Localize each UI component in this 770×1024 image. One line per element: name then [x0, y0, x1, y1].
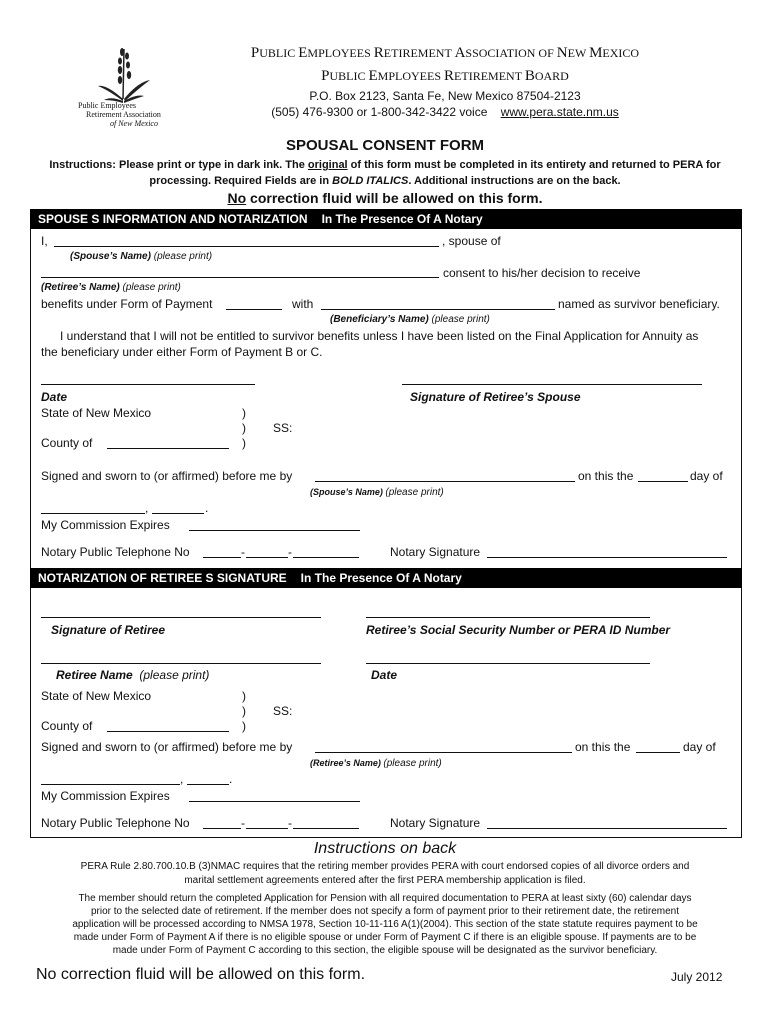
footer-no-correction: No correction fluid will be allowed on this form. [36, 966, 366, 983]
dash: - [241, 545, 245, 559]
spouse-of-text: , spouse of [442, 234, 501, 248]
day-field[interactable] [638, 481, 688, 482]
form-title: SPOUSAL CONSENT FORM [285, 137, 485, 154]
notary-phone-prefix-field-2[interactable] [246, 828, 288, 829]
rule-line-2: marital settlement agreements entered after the first PERA membership application is filed. [184, 875, 586, 886]
section-retiree-title: NOTARIZATION OF RETIREE S SIGNATURE [38, 571, 287, 585]
month-field-2[interactable] [41, 784, 180, 785]
retiree-signature-label: Signature of Retiree [51, 623, 166, 637]
logo-line-2: Retirement Association [86, 110, 161, 119]
comma: , [145, 501, 149, 515]
notary-phone-prefix-field[interactable] [246, 557, 288, 558]
section-spouse-bar [30, 209, 742, 229]
county-label: County of [41, 436, 93, 450]
county-label-2: County of [41, 719, 93, 733]
section-spouse-subtitle: In The Presence Of A Notary [321, 212, 483, 226]
association-name: PUBLIC EMPLOYEES RETIREMENT ASSOCIATION OF NEW MEXICO [250, 45, 640, 61]
para-line-3: application will be processed according to NMSA 1978, Section 10-11-116 A(1)(2004). This section of the state statute requires payment to be [72, 919, 698, 930]
sworn-name-caption: (Spouse’s Name) (please print) [310, 487, 444, 498]
phone: (505) 476-9300 or 1-800-342-3422 voice [271, 105, 488, 119]
board-name: PUBLIC EMPLOYEES RETIREMENT BOARD [321, 68, 569, 84]
on-this-text: on this the [578, 469, 634, 483]
form-of-payment-field[interactable] [226, 309, 282, 310]
address: P.O. Box 2123, Santa Fe, New Mexico 87504-2123 [309, 89, 581, 103]
section-retiree-subtitle: In The Presence Of A Notary [300, 571, 462, 585]
i-label: I, [41, 234, 48, 248]
notary-phone-label-2: Notary Public Telephone No [41, 816, 190, 830]
para-line-4: made under Form of Payment A if there is no eligible spouse or under Form of Payment C if there is an eligible spouse. If payments are to be [73, 932, 697, 943]
contact-line [200, 105, 690, 119]
section-retiree-border-right [741, 588, 742, 838]
with-text: with [292, 297, 314, 311]
commission-label: My Commission Expires [41, 518, 170, 532]
form-date: July 2012 [671, 970, 723, 984]
retiree-name-print-field[interactable] [41, 663, 321, 664]
day-of-text-2: day of [683, 740, 716, 754]
day-field-2[interactable] [636, 752, 680, 753]
section-spouse-border-left [30, 229, 31, 568]
beneficiary-name-field[interactable] [321, 309, 555, 310]
notary-phone-line-field[interactable] [293, 557, 359, 558]
retiree-ssn-label: Retiree’s Social Security Number or PERA ID Number [366, 623, 671, 637]
retiree-name-caption: (Retiree’s Name) (please print) [41, 282, 181, 293]
day-of-text: day of [690, 469, 723, 483]
sworn-text-2: Signed and sworn to (or affirmed) before me by [41, 740, 293, 754]
dash: - [241, 816, 245, 830]
sworn-name-field[interactable] [315, 481, 575, 482]
spouse-name-caption: (Spouse’s Name) (please print) [70, 251, 213, 262]
paren: ) [242, 436, 246, 450]
dash: - [288, 545, 292, 559]
notary-signature-field-2[interactable] [487, 828, 727, 829]
paren: ) [242, 719, 246, 733]
paren: ) [242, 421, 246, 435]
spouse-date-field[interactable] [41, 384, 255, 385]
commission-field[interactable] [189, 530, 360, 531]
understand-line-2: the beneficiary under either Form of Payment B or C. [41, 345, 323, 359]
benefits-text: benefits under Form of Payment [41, 297, 213, 311]
para-line-1: The member should return the completed Application for Pension with all required documentation to PERA at least sixty (60) calendar days [78, 893, 692, 904]
para-line-2: prior to the selected date of retirement. If the member does not specify a form of payment prior to their retirement date, the retirement [90, 906, 680, 917]
consent-text: consent to his/her decision to receive [443, 266, 641, 280]
notary-phone-line-field-2[interactable] [293, 828, 359, 829]
logo-text [78, 101, 161, 128]
state-label-2: State of New Mexico [41, 689, 152, 703]
sworn-name-field-2[interactable] [315, 752, 572, 753]
beneficiary-name-caption: (Beneficiary’s Name) (please print) [330, 314, 490, 325]
survivor-text: named as survivor beneficiary. [558, 297, 720, 311]
section-spouse-border-right [741, 229, 742, 568]
logo-line-3: of New Mexico [110, 119, 158, 128]
section-retiree-bar [30, 568, 742, 588]
notary-signature-field[interactable] [487, 557, 727, 558]
retiree-signature-field[interactable] [41, 617, 321, 618]
commission-field-2[interactable] [189, 801, 360, 802]
instructions-line-1: Instructions: Please print or type in dark ink. The original of this form must be completed in its entirety and returned to PERA for [49, 159, 721, 171]
spouse-signature-field[interactable] [402, 384, 702, 385]
period: . [229, 772, 233, 786]
year-field-2[interactable] [187, 784, 229, 785]
retiree-date-field[interactable] [366, 663, 650, 664]
retiree-name-field[interactable] [41, 277, 439, 278]
ss-label-2: SS: [273, 704, 293, 718]
ss-label: SS: [273, 421, 293, 435]
para-line-5: made under Form of Payment C according to this section, the eligible spouse will be designated as the survivor beneficiary. [112, 945, 658, 956]
month-field[interactable] [41, 513, 145, 514]
county-field-2[interactable] [107, 731, 229, 732]
dash: - [288, 816, 292, 830]
paren: ) [242, 704, 246, 718]
notary-signature-label: Notary Signature [390, 545, 481, 559]
website-link[interactable]: www.pera.state.nm.us [500, 105, 619, 119]
spouse-signature-label: Signature of Retiree’s Spouse [410, 390, 581, 404]
section-spouse-title: SPOUSE S INFORMATION AND NOTARIZATION [38, 212, 308, 226]
understand-line-1: I understand that I will not be entitled to survivor benefits unless I have been listed on the Final Application for Annuity as [60, 329, 699, 343]
retiree-ssn-field[interactable] [366, 617, 650, 618]
retiree-date-label: Date [371, 668, 398, 682]
on-this-text-2: on this the [575, 740, 631, 754]
instructions-back-title: Instructions on back [313, 840, 457, 857]
notary-signature-label-2: Notary Signature [390, 816, 481, 830]
section-retiree-border-bottom [30, 837, 742, 838]
notary-phone-area-field[interactable] [203, 557, 241, 558]
state-label: State of New Mexico [41, 406, 152, 420]
notary-phone-label: Notary Public Telephone No [41, 545, 190, 559]
paren: ) [242, 406, 246, 420]
rule-line-1: PERA Rule 2.80.700.10.B (3)NMAC requires that the retiring member provides PERA with court endorsed copies of all divorce orders and [80, 861, 690, 872]
county-field[interactable] [107, 448, 229, 449]
section-retiree-border-left [30, 588, 31, 838]
paren: ) [242, 689, 246, 703]
sworn-text: Signed and sworn to (or affirmed) before me by [41, 469, 293, 483]
period: . [205, 501, 209, 515]
retiree-name-print-label: Retiree Name (please print) [56, 668, 210, 682]
sworn-name-caption-2: (Retiree’s Name) (please print) [310, 758, 442, 769]
logo-line-1: Public Employees [78, 101, 136, 110]
comma: , [180, 772, 184, 786]
notary-phone-area-field-2[interactable] [203, 828, 241, 829]
spouse-date-label: Date [41, 390, 68, 404]
no-correction-notice: No correction fluid will be allowed on this form. [227, 190, 543, 206]
year-field[interactable] [152, 513, 204, 514]
spouse-name-field[interactable] [54, 246, 439, 247]
commission-label-2: My Commission Expires [41, 789, 170, 803]
instructions-line-2: processing. Required Fields are in BOLD ITALICS. Additional instructions are on the back. [149, 175, 621, 187]
